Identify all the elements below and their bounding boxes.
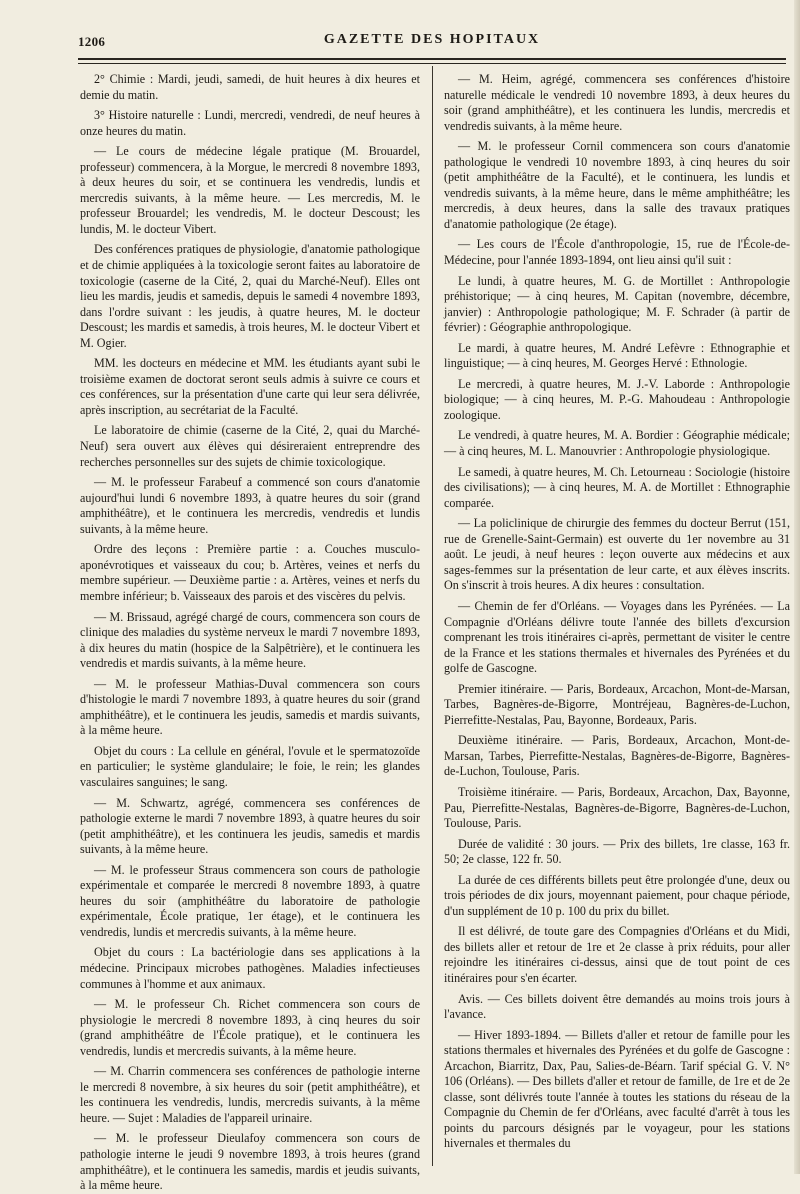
paragraph: La durée de ces différents billets peut être prolongée d'une, deux ou trois périodes de dix jours, moyennant paiement, pour chaque période, d'un supplément de 10 p. 100 du prix du billet. (444, 872, 790, 918)
paragraph: Objet du cours : La bactériologie dans ses applications à la médecine. Principaux microbes pathogènes. Maladies infectieuses communes à l'homme et aux animaux. (80, 945, 420, 991)
page-edge (794, 0, 800, 1174)
page-header (78, 30, 786, 60)
paragraph: Le vendredi, à quatre heures, M. A. Bordier : Géographie médicale; — à cinq heures, M. L. Manouvrier : Anthropologie physiologique. (444, 428, 790, 459)
paragraph: Des conférences pratiques de physiologie, d'anatomie pathologique et de chimie appliquées à la toxicologie seront faites au laboratoire de toxicologie (caserne de la Cité, 2, quai du Marché-Neuf). Elles ont lieu les mardis, jeudis et samedis, depuis le samedi 4 novembre 1893, dans l'ordre suivant : les jeudis, à quatre heures, M. le docteur Descoust; les mardis et samedis, à trois heures, M. le docteur Vibert et M. Ogier. (80, 242, 420, 350)
paragraph: Le mercredi, à quatre heures, M. J.-V. Laborde : Anthropologie biologique; — à cinq heures, M. P.-G. Mahoudeau : Anthropologie zoologique. (444, 376, 790, 422)
paragraph: — La policlinique de chirurgie des femmes du docteur Berrut (151, rue de Grenelle-Saint-Germain) est ouverte du 1er novembre au 31 août. Le jeudi, à neuf heures : leçon ouverte aux médecins et aux sages-femmes sur la présentation de leur carte, et aux élèves inscrits. On s'inscrit à trois heures. A dix heures : consultation. (444, 516, 790, 593)
right-column (444, 72, 790, 1162)
paragraph: Il est délivré, de toute gare des Compagnies d'Orléans et du Midi, des billets aller et retour de 1re et 2e classe à prix réduits, pour aller rejoindre les itinéraires ci-dessus, ainsi que de tout point de ces itinéraires pour s'en écarter. (444, 924, 790, 985)
paragraph: — M. le professeur Ch. Richet commencera son cours de physiologie le mercredi 8 novembre 1893, à cinq heures du soir (grand amphithéâtre de l'École pratique), et le continuera les vendredis, lundis et mercredis suivants, à la même heure. (80, 997, 420, 1058)
paragraph: Durée de validité : 30 jours. — Prix des billets, 1re classe, 163 fr. 50; 2e classe, 122 fr. 50. (444, 836, 790, 867)
paragraph: — Hiver 1893-1894. — Billets d'aller et retour de famille pour les stations thermales et hivernales des Pyrénées et du golfe de Gascogne : Arcachon, Biarritz, Dax, Pau, Salies-de-Béarn. Tarif spécial G. V. N° 106 (Orléans). — Des billets d'aller et retour de famille, de 1re et de 2e classe, sont délivrés toute l'année à toutes les stations du réseau de la Compagnie du Chemin de fer d'Orléans, avec faculté d'arrêt à tous les points du parcours désignés par le voyageur, pour les stations hivernales et thermales du (444, 1027, 790, 1151)
paragraph: — M. le professeur Farabeuf a commencé son cours d'anatomie aujourd'hui lundi 6 novembre 1893, à quatre heures du soir (grand amphithéâtre), et le continuera les mercredis, vendredis et lundis suivants, à la même heure. (80, 475, 420, 536)
paragraph: — M. Heim, agrégé, commencera ses conférences d'histoire naturelle médicale le vendredi 10 novembre 1893, à deux heures du soir (grand amphithéâtre), et les continuera les lundis, mercredis et vendredis suivants, à la même heure. (444, 72, 790, 133)
paragraph: — Le cours de médecine légale pratique (M. Brouardel, professeur) commencera, à la Morgue, le mercredi 8 novembre 1893, à deux heures du soir, et se continuera les vendredis, lundis et mercredis suivants, à la même heure. — Les mercredis, M. le professeur Brouardel; les vendredis, M. le docteur Descoust; les lundis, M. le docteur Vibert. (80, 144, 420, 236)
paragraph: — M. Charrin commencera ses conférences de pathologie interne le mercredi 8 novembre, à six heures du soir (petit amphithéâtre), et les continuera les vendredis, lundis, mercredis suivants, à la même heure. — Sujet : Maladies de l'appareil urinaire. (80, 1064, 420, 1125)
paragraph: — M. le professeur Cornil commencera son cours d'anatomie pathologique le vendredi 10 novembre 1893, à cinq heures du soir (petit amphithéâtre de la Faculté), et le continuera, les lundis et vendredis suivants, à la même heure, dans le même amphithéâtre; les mercredis, à deux heures, dans la salle des travaux pratiques d'anatomie pathologique (2e étage). (444, 139, 790, 231)
paragraph: Deuxième itinéraire. — Paris, Bordeaux, Arcachon, Mont-de-Marsan, Tarbes, Pierrefitte-Nestalas, Bagnères-de-Bigorre, Bagnères-de-Luchon, Toulouse, Paris. (444, 733, 790, 779)
paragraph: 2° Chimie : Mardi, jeudi, samedi, de huit heures à dix heures et demie du matin. (80, 72, 420, 102)
column-divider (432, 66, 433, 1166)
paragraph: — Chemin de fer d'Orléans. — Voyages dans les Pyrénées. — La Compagnie d'Orléans délivre toute l'année des billets d'excursion comprenant les trois itinéraires ci-après, permettant de visiter le centre de la France et les stations thermales et hivernales des Pyrénées et du golfe de Gascogne. (444, 598, 790, 676)
page-number: 1206 (78, 34, 106, 49)
paragraph: Troisième itinéraire. — Paris, Bordeaux, Arcachon, Dax, Bayonne, Pau, Pierrefitte-Nestalas, Bagnères-de-Bigorre, Bagnères-de-Luchon, Toulouse, Paris. (444, 784, 790, 831)
paragraph: Le mardi, à quatre heures, M. André Lefèvre : Ethnographie et linguistique; — à cinq heures, M. Georges Hervé : Ethnologie. (444, 340, 790, 371)
paragraph: — M. le professeur Dieulafoy commencera son cours de pathologie interne le jeudi 9 novembre 1893, à trois heures (grand amphithéâtre), et le continuera les samedis, mardis et jeudis suivants, à la même heure. (80, 1131, 420, 1193)
paragraph: Le lundi, à quatre heures, M. G. de Mortillet : Anthropologie préhistorique; — à cinq heures, M. Capitan (novembre, décembre, janvier) : Anthropologie pathologique; M. F. Schrader (à partir de février) : Géographie anthropologique. (444, 273, 790, 335)
paragraph: — M. le professeur Mathias-Duval commencera son cours d'histologie le mardi 7 novembre 1893, à quatre heures du soir (grand amphithéâtre), et le continuera les jeudis, samedis et mardis suivants, à la même heure. (80, 676, 420, 738)
paragraph: — M. Schwartz, agrégé, commencera ses conférences de pathologie externe le mardi 7 novembre 1893, à quatre heures du soir (petit amphithéâtre), et les continuera les jeudis, samedis et mardis suivants, à la même heure. (80, 795, 420, 857)
paragraph: MM. les docteurs en médecine et MM. les étudiants ayant subi le troisième examen de doctorat seront seuls admis à suivre ce cours et ces conférences, sur la présentation d'une carte qui leur sera délivrée, après inscription, au secrétariat de la Faculté. (80, 356, 420, 417)
paragraph: Objet du cours : La cellule en général, l'ovule et le spermatozoïde en particulier; le système glandulaire; le foie, le rein; les glandes vasculaires sanguines; le sang. (80, 743, 420, 789)
paragraph: — M. le professeur Straus commencera son cours de pathologie expérimentale et comparée le mercredi 8 novembre 1893, à quatre heures du soir (amphithéâtre du laboratoire de pathologie expérimentale, École pratique, 1er étage), et le continuera les vendredis, lundis et mercredis suivants, à la même heure. (80, 862, 420, 939)
paragraph: Ordre des leçons : Première partie : a. Couches musculo-aponévrotiques et vaisseaux du cou; b. Artères, veines et nerfs du membre supérieur. — Deuxième partie : a. Artères, veines et nerfs du membre inférieur; b. Vaisseaux des parois et des viscères du pelvis. (80, 542, 420, 603)
paragraph: — M. Brissaud, agrégé chargé de cours, commencera son cours de clinique des maladies du système nerveux le mardi 7 novembre 1893, à dix heures du matin (hospice de la Salpêtrière), et le continuera les vendredis et mardis suivants, à la même heure. (80, 609, 420, 671)
paragraph: Avis. — Ces billets doivent être demandés au moins trois jours à l'avance. (444, 991, 790, 1022)
paragraph: Premier itinéraire. — Paris, Bordeaux, Arcachon, Mont-de-Marsan, Tarbes, Bagnères-de-Bigorre, Montréjeau, Bagnères-de-Luchon, Pierrefitte-Nestalas, Pau, Bayonne, Bordeaux, Paris. (444, 681, 790, 727)
paragraph: 3° Histoire naturelle : Lundi, mercredi, vendredi, de neuf heures à onze heures du matin. (80, 108, 420, 138)
header-rule (78, 58, 786, 64)
journal-title: GAZETTE DES HOPITAUX (323, 32, 541, 47)
left-column (80, 72, 420, 1193)
paragraph: Le laboratoire de chimie (caserne de la Cité, 2, quai du Marché-Neuf) sera ouvert aux élèves qui désireraient entreprendre des recherches personnelles sur des sujets de chimie toxicologique. (80, 423, 420, 469)
paragraph: — Les cours de l'École d'anthropologie, 15, rue de l'École-de-Médecine, pour l'année 1893-1894, ont lieu ainsi qu'il suit : (444, 237, 790, 268)
paragraph: Le samedi, à quatre heures, M. Ch. Letourneau : Sociologie (histoire des civilisations); — à cinq heures, M. A. de Mortillet : Ethnographie comparée. (444, 464, 790, 510)
